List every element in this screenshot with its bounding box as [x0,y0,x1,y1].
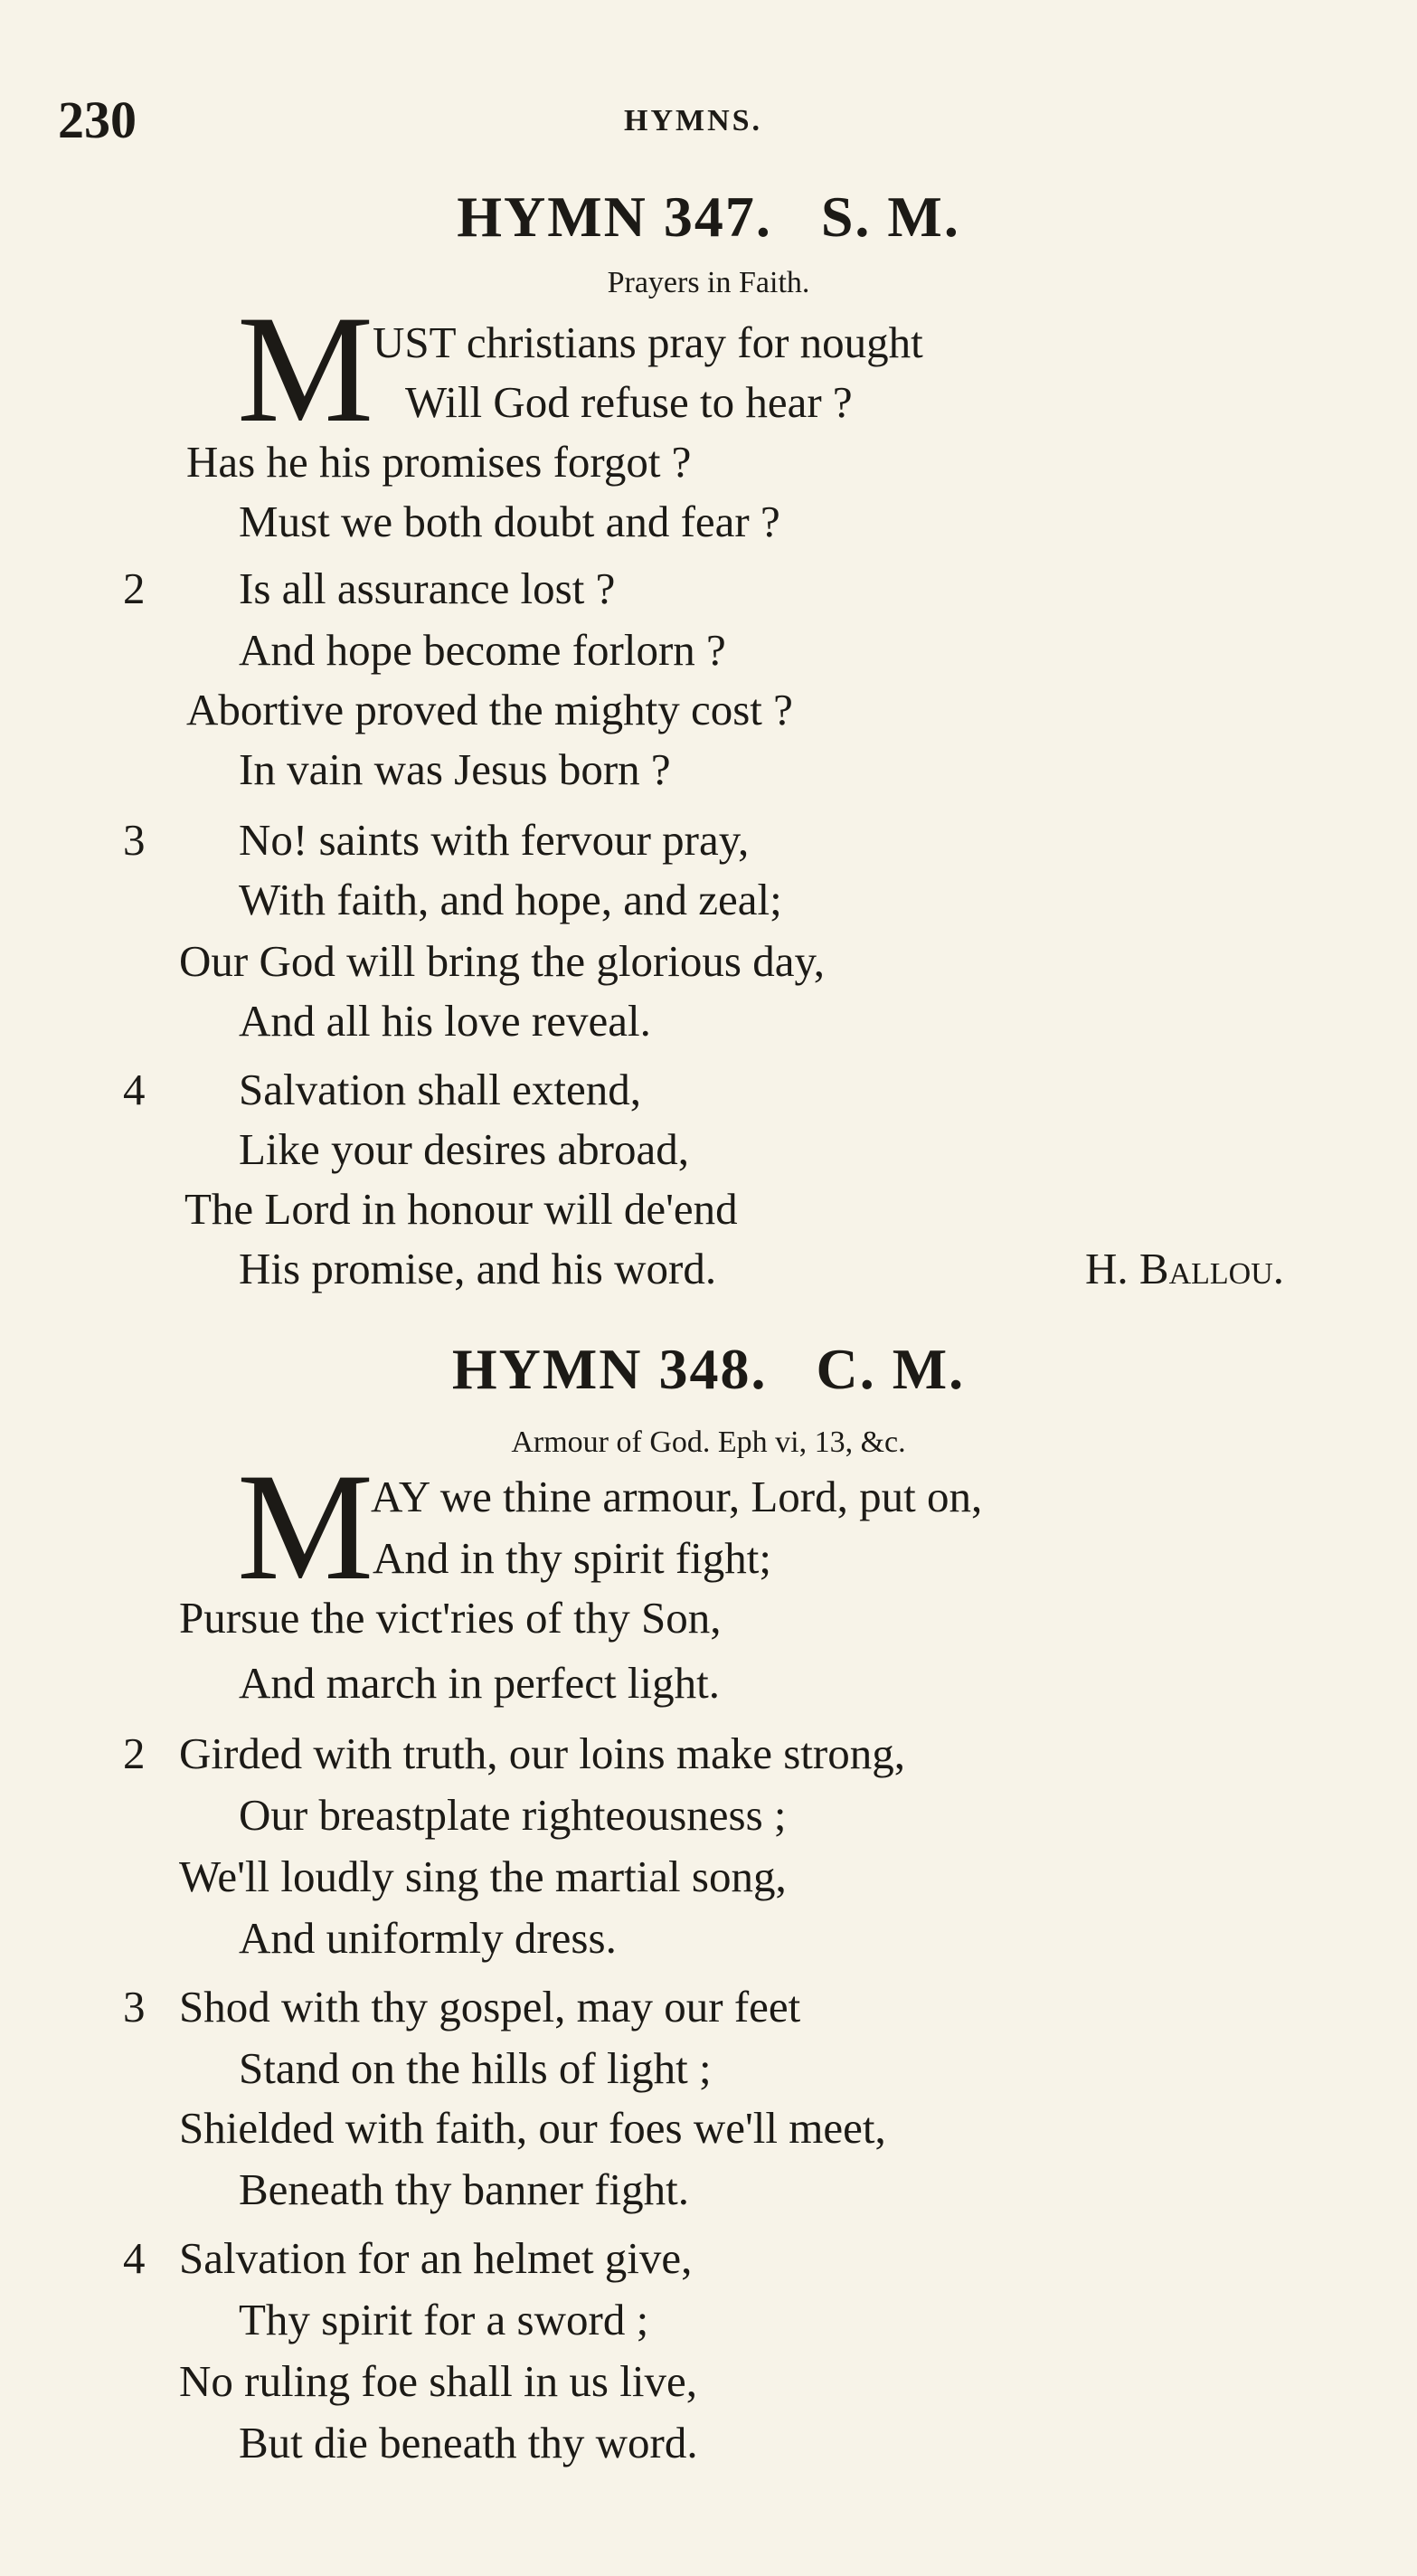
verse-number: 3 [123,1982,146,2031]
verse-line: Shielded with faith, our foes we'll meet, [179,2103,886,2153]
verse-line: Our God will bring the glorious day, [179,936,826,986]
hymn-subtitle: Prayers in Faith. [607,266,810,299]
verse-line: Thy spirit for a sword ; [239,2295,649,2344]
verse-line: With faith, and hope, and zeal; [239,875,782,924]
drop-cap: M [237,284,374,454]
hymn-subtitle: Armour of God. Eph vi, 13, &c. [511,1425,906,1459]
verse-line: Must we both doubt and fear ? [239,497,780,546]
verse-line: Is all assurance lost ? [239,564,616,613]
verse-line: And in thy spirit fight; [373,1533,771,1583]
verse-line: UST christians pray for nought [373,317,923,367]
verse-line: Shod with thy gospel, may our feet [179,1982,801,2031]
verse-line: Salvation for an helmet give, [179,2233,693,2283]
hymn-heading: HYMN 348. C. M. [451,1337,966,1401]
hymn-heading: HYMN 347. S. M. [457,185,960,249]
verse-line: His promise, and his word. [239,1244,717,1293]
verse-line: Pursue the vict'ries of thy Son, [179,1593,722,1643]
verse-line: Like your desires abroad, [239,1124,689,1174]
verse-number: 4 [123,2233,146,2283]
running-head [58,89,1360,152]
verse-line: AY we thine armour, Lord, put on, [371,1472,983,1521]
verse-line: No ruling foe shall in us live, [179,2356,697,2406]
verse-line: And march in perfect light. [239,1658,721,1708]
verse-line: Salvation shall extend, [239,1065,641,1114]
verse-line: Has he his promises forgot ? [186,437,692,487]
verse-line: We'll loudly sing the martial song, [179,1852,787,1901]
verse-number: 3 [123,815,146,865]
verse-line: Will God refuse to hear ? [405,377,853,427]
verse-number: 4 [123,1065,146,1114]
hymn-author: H. Ballou. [1085,1244,1285,1293]
verse-line: Girded with truth, our loins make strong, [179,1728,905,1778]
verse-number: 2 [123,1728,146,1778]
drop-cap: M [237,1442,374,1612]
verse-line: Stand on the hills of light ; [239,2043,712,2093]
verse-number: 2 [123,564,146,613]
verse-line: No! saints with fervour pray, [239,815,750,865]
verse-line: And uniformly dress. [239,1913,617,1963]
verse-line: Our breastplate righteousness ; [239,1790,787,1840]
verse-line: And all his love reveal. [239,996,651,1046]
verse-line: And hope become forlorn ? [239,625,726,675]
verse-line: But die beneath thy word. [239,2418,698,2467]
page-number: 230 [58,90,137,149]
verse-line: Beneath thy banner fight. [239,2164,690,2214]
verse-line: The Lord in honour will de'end [184,1184,738,1234]
verse-line: Abortive proved the mighty cost ? [186,685,793,734]
verse-line: In vain was Jesus born ? [239,744,671,794]
section-title: HYMNS. [624,104,763,137]
